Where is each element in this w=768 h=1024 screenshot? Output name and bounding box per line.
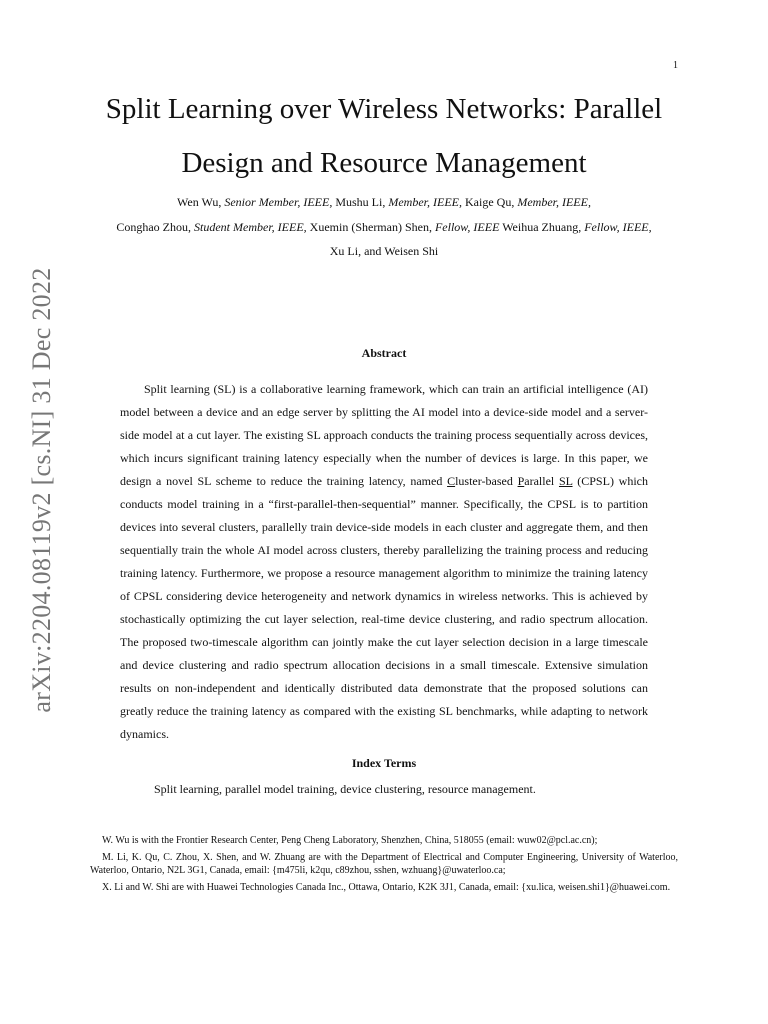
arxiv-identifier-stamp: arXiv:2204.08119v2 [cs.NI] 31 Dec 2022 [27, 267, 56, 713]
author-name: Wen Wu, [177, 195, 225, 209]
index-terms-text: Split learning, parallel model training, device clustering, resource management. [154, 782, 536, 796]
footnote-waterloo: M. Li, K. Qu, C. Zhou, X. Shen, and W. Zhuang are with the Department of Electrical and Computer Engineering, University of Waterloo, Waterloo, Ontario, N2L 3G1, Canada, email: {m475li, k2qu, c89zhou, sshen, wzhuang}@uwaterloo.ca; [90, 851, 678, 876]
abstract-text-part-2: (CPSL) which conducts model training in a “first-parallel-then-sequential” manner. Specifically, the CPSL is to partition devices into several clusters, parallelly train device-side models in each cluster and aggregate them, and then sequentially train the whole AI model across clusters, thereby parallelizing the training process and reducing training latency. Furthermore, we propose a resource management algorithm to minimize the training latency of CPSL considering device heterogeneity and network dynamics in wireless networks. This is achieved by stochastically optimizing the cut layer selection, real-time device clustering, and radio spectrum allocation. The proposed two-timescale algorithm can jointly make the cut layer selection decision in a large timescale and device clustering and radio spectrum allocation decisions in a small timescale. Extensive simulation results on non-independent and identically distributed data demonstrate that the proposed solutions can greatly reduce the training latency as compared with the existing SL benchmarks, while adapting to network dynamics. [120, 474, 648, 741]
title-line-1: Split Learning over Wireless Networks: Parallel [105, 93, 663, 125]
author-membership: Fellow, IEEE, [584, 219, 652, 234]
abstract-heading: Abstract [361, 346, 407, 360]
author-line-3: Xu Li, and Weisen Shi [329, 244, 439, 258]
cpsl-acronym-letter-c: C [447, 474, 456, 488]
title-line-2: Design and Resource Management [181, 147, 587, 179]
author-membership: Senior Member, IEEE, [224, 195, 333, 209]
abstract-text-part-1: Split learning (SL) is a collaborative learning framework, which can train an artificial intelligence (AI) model between a device and an edge server by splitting the AI model into a device-side model and a server-side model at a cut layer. The existing SL approach conducts the training process sequentially across devices, which incurs significant training latency especially when the number of devices is large. In this paper, we design a novel SL scheme to reduce the training latency, named [120, 382, 648, 488]
paper-title [60, 82, 708, 190]
author-membership: Member, IEEE, [517, 195, 591, 209]
author-line-2 [70, 215, 698, 240]
footnote-wu: W. Wu is with the Frontier Research Center, Peng Cheng Laboratory, Shenzhen, China, 518055 (email: wuw02@pcl.ac.cn); [102, 835, 598, 846]
author-name: Mushu Li, [332, 195, 389, 209]
author-membership: Student Member, IEEE, [194, 219, 307, 234]
author-affiliation-footnotes [90, 834, 678, 897]
cpsl-acronym-sl: SL [558, 474, 573, 488]
author-name: Kaige Qu, [462, 195, 518, 209]
page-number: 1 [673, 60, 678, 71]
author-name: Weihua Zhuang, [499, 219, 585, 234]
author-name: Conghao Zhou, [116, 219, 195, 234]
cpsl-word-parallel: arallel [524, 474, 555, 488]
author-name: Xuemin (Sherman) Shen, [306, 219, 435, 234]
cpsl-word-cluster: luster-based [455, 474, 518, 488]
author-line-1 [70, 190, 698, 215]
footnote-huawei: X. Li and W. Shi are with Huawei Technologies Canada Inc., Ottawa, Ontario, K2K 3J1, Canada, email: {xu.lica, weisen.shi1}@huawei.com. [102, 881, 671, 893]
author-list [70, 190, 698, 264]
abstract-body [120, 378, 648, 746]
index-terms-heading: Index Terms [351, 756, 417, 770]
cpsl-acronym-letter-p: P [517, 474, 525, 488]
author-membership: Fellow, IEEE [434, 219, 500, 234]
author-membership: Member, IEEE, [388, 195, 462, 209]
